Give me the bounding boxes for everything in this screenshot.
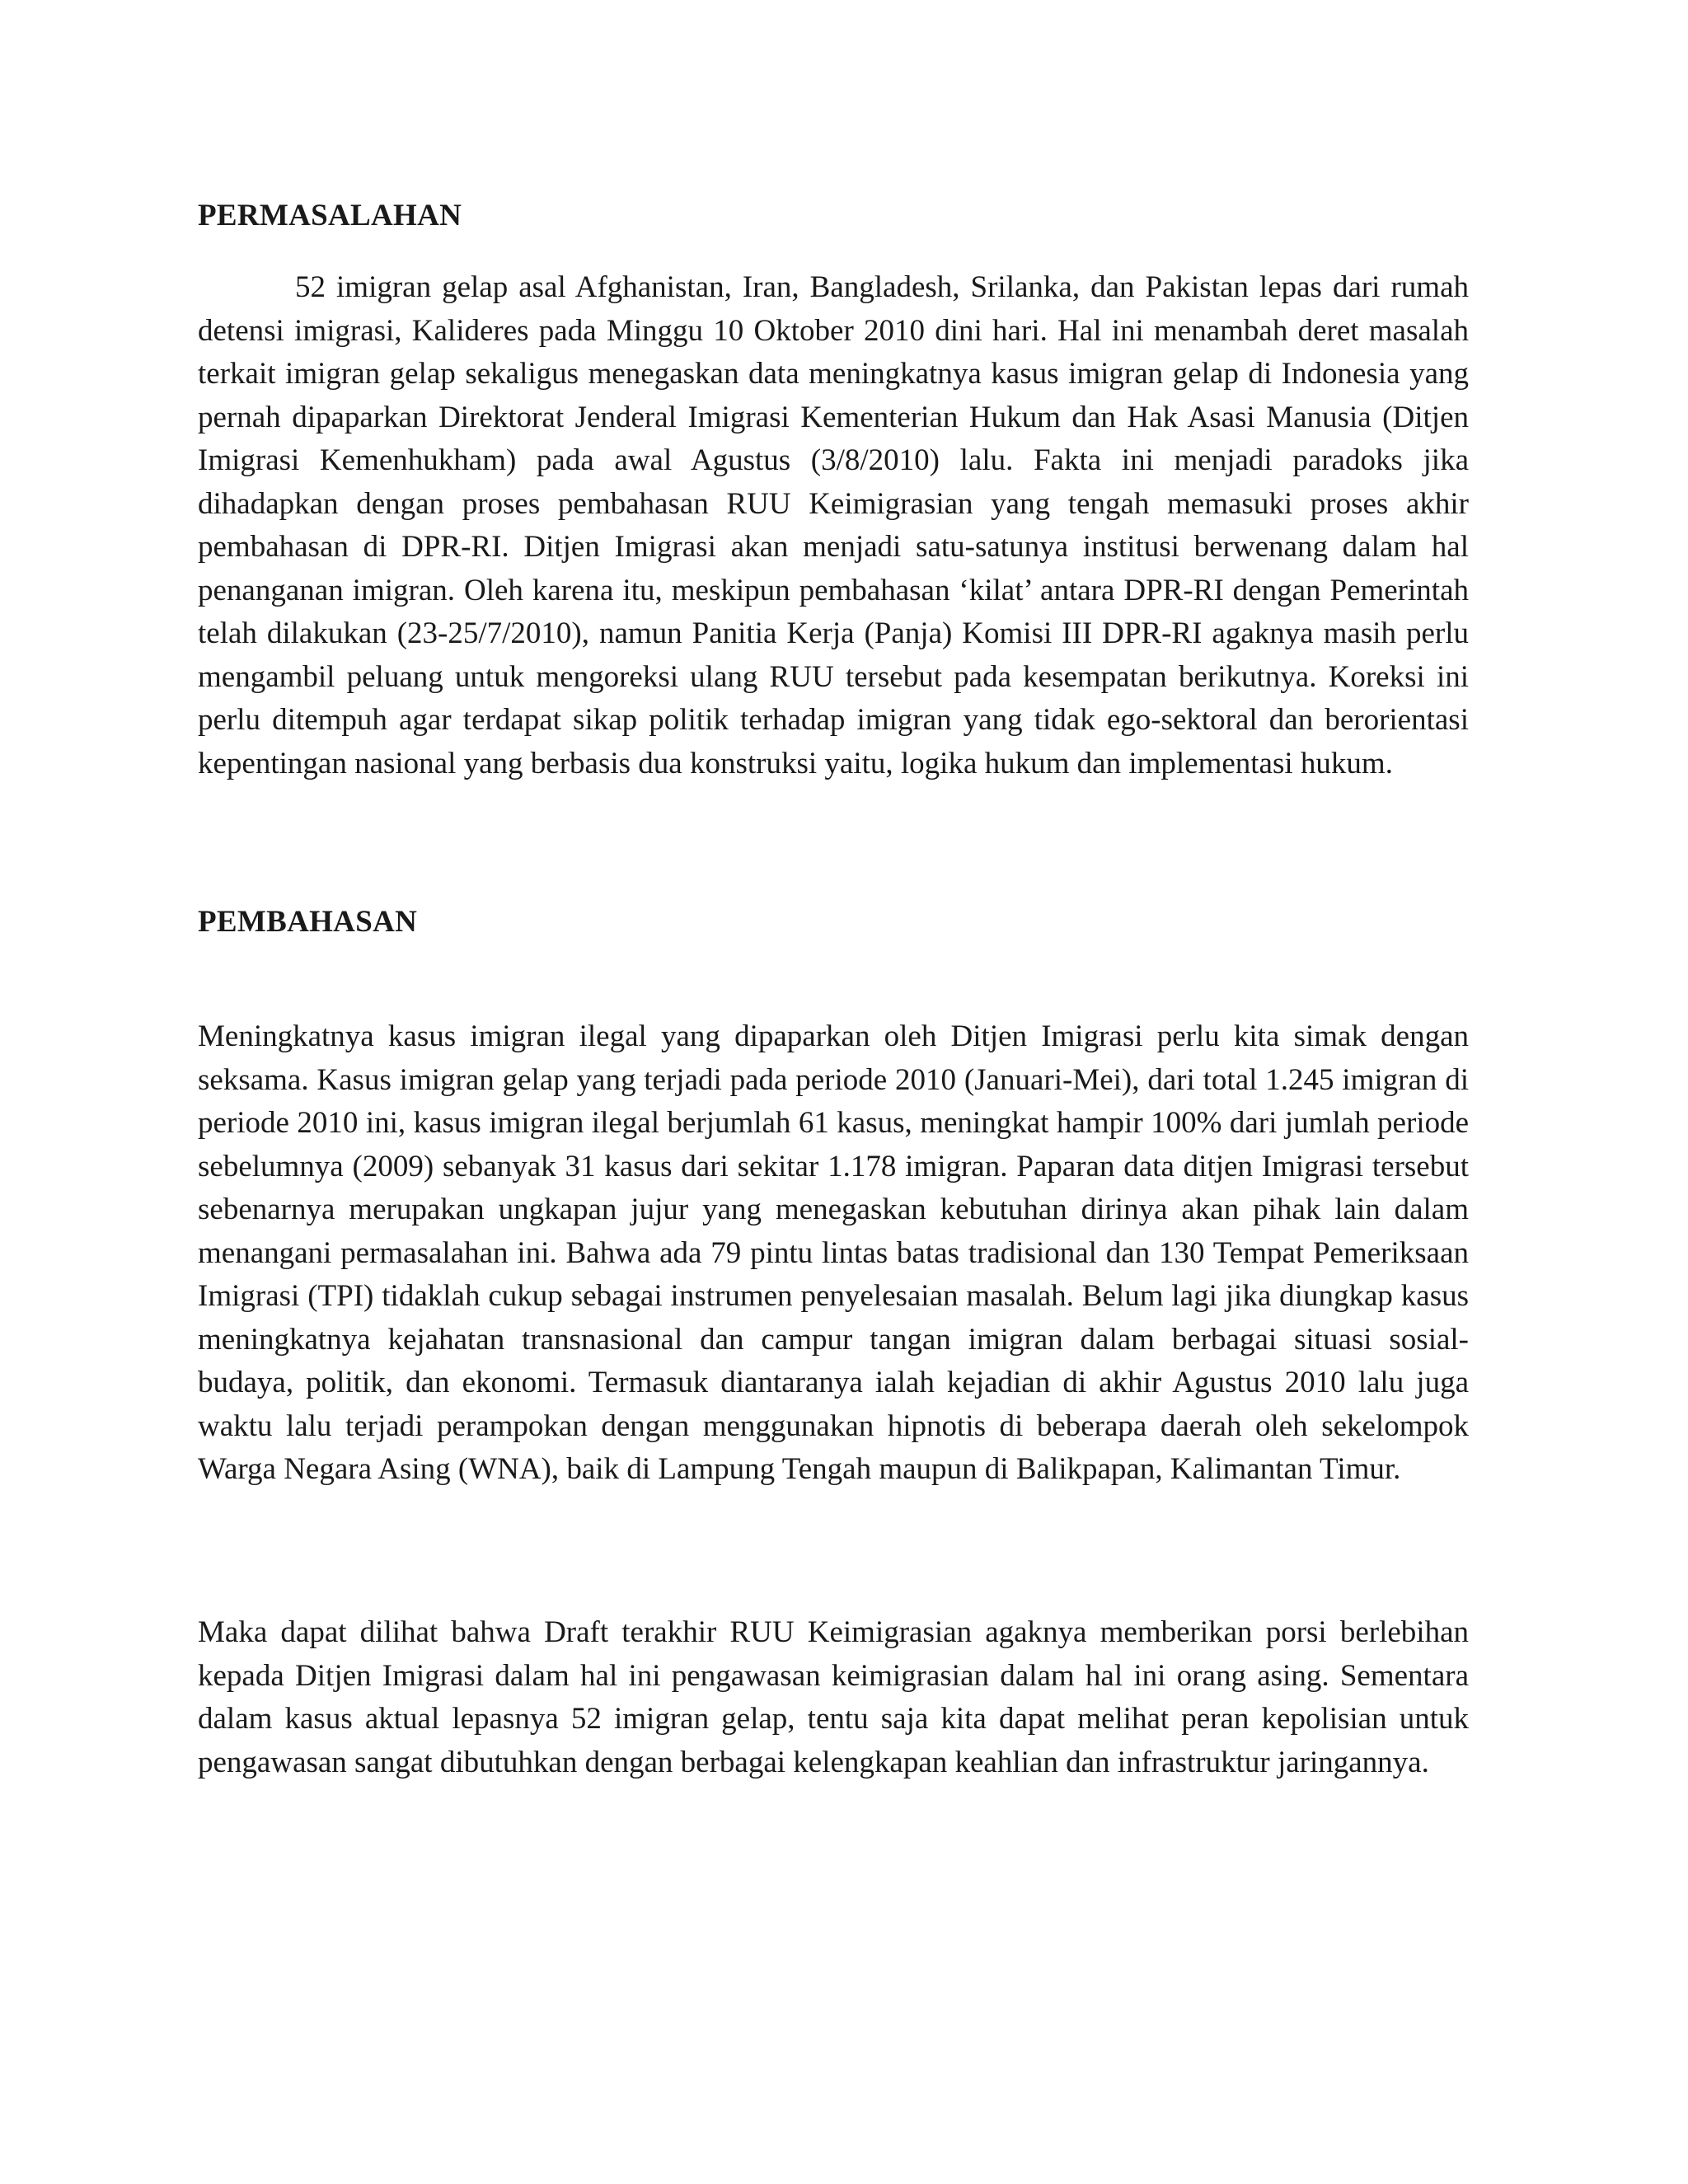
paragraph-pembahasan-2: Maka dapat dilihat bahwa Draft terakhir RUU Keimigrasian agaknya memberikan porsi berlebihan kepada Ditjen Imigrasi dalam hal ini pengawasan keimigrasian dalam hal ini orang asing. Sementara dalam kasus aktual lepasnya 52 imigran gelap, tentu saja kita dapat melihat peran kepolisian untuk pengawasan sangat dibutuhkan dengan berbagai kelengkapan keahlian dan infrastruktur jaringannya. bbox=[198, 1615, 1469, 1779]
section-heading-pembahasan: PEMBAHASAN bbox=[198, 905, 418, 939]
section-heading-permasalahan: PERMASALAHAN bbox=[198, 199, 462, 232]
paragraph-permasalahan: 52 imigran gelap asal Afghanistan, Iran, Bangladesh, Srilanka, dan Pakistan lepas dari rumah detensi imigrasi, Kalideres pada Minggu 10 Oktober 2010 dini hari. Hal ini menambah deret masalah terkait imigran gelap sekaligus menegaskan data meningkatnya kasus imigran gelap di Indonesia yang pernah dipaparkan Direktorat Jenderal Imigrasi Kementerian Hukum dan Hak Asasi Manusia (Ditjen Imigrasi Kemenhukham) pada awal Agustus (3/8/2010) lalu. Fakta ini menjadi paradoks jika dihadapkan dengan proses pembahasan RUU Keimigrasian yang tengah memasuki proses akhir pembahasan di DPR-RI. Ditjen Imigrasi akan menjadi satu-satunya institusi berwenang dalam hal penanganan imigran. Oleh karena itu, meskipun pembahasan ‘kilat’ antara DPR-RI dengan Pemerintah telah dilakukan (23-25/7/2010), namun Panitia Kerja (Panja) Komisi III DPR-RI agaknya masih perlu mengambil peluang untuk mengoreksi ulang RUU tersebut pada kesempatan berikutnya. Koreksi ini perlu ditempuh agar terdapat sikap politik terhadap imigran yang tidak ego-sektoral dan berorientasi kepentingan nasional yang berbasis dua konstruksi yaitu, logika hukum dan implementasi hukum. bbox=[198, 270, 1469, 780]
paragraph-pembahasan-1: Meningkatnya kasus imigran ilegal yang dipaparkan oleh Ditjen Imigrasi perlu kita simak dengan seksama. Kasus imigran gelap yang terjadi pada periode 2010 (Januari-Mei), dari total 1.245 imigran di periode 2010 ini, kasus imigran ilegal berjumlah 61 kasus, meningkat hampir 100% dari jumlah periode sebelumnya (2009) sebanyak 31 kasus dari sekitar 1.178 imigran. Paparan data ditjen Imigrasi tersebut sebenarnya merupakan ungkapan jujur yang menegaskan kebutuhan dirinya akan pihak lain dalam menangani permasalahan ini. Bahwa ada 79 pintu lintas batas tradisional dan 130 Tempat Pemeriksaan Imigrasi (TPI) tidaklah cukup sebagai instrumen penyelesaian masalah. Belum lagi jika diungkap kasus meningkatnya kejahatan transnasional dan campur tangan imigran dalam berbagai situasi sosial-budaya, politik, dan ekonomi. Termasuk diantaranya ialah kejadian di akhir Agustus 2010 lalu juga waktu lalu terjadi perampokan dengan menggunakan hipnotis di beberapa daerah oleh sekelompok Warga Negara Asing (WNA), baik di Lampung Tengah maupun di Balikpapan, Kalimantan Timur. bbox=[198, 1019, 1469, 1486]
